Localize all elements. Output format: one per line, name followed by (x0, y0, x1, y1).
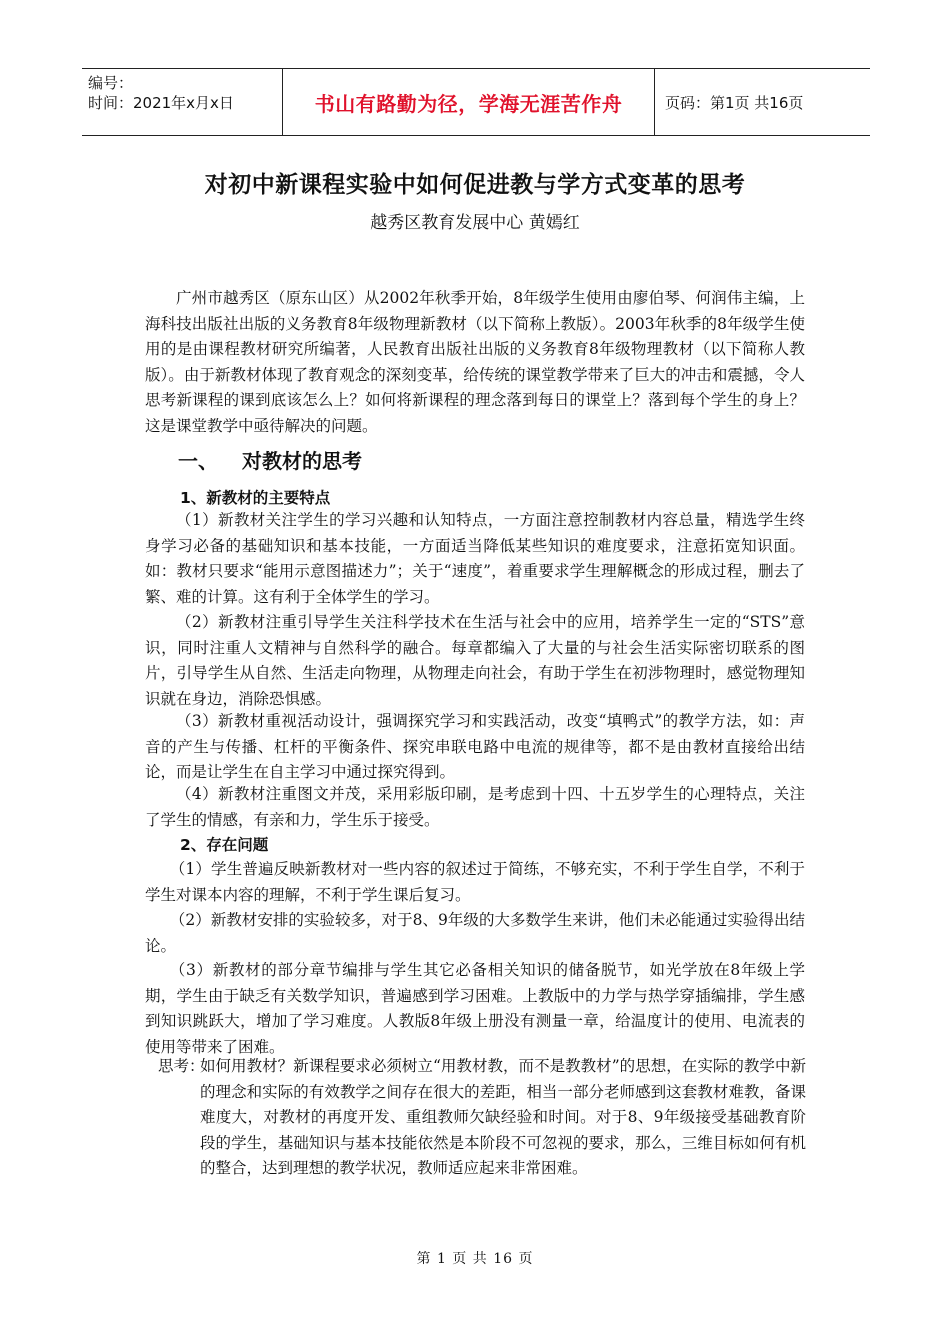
subsection-heading-1: 1、新教材的主要特点 (180, 489, 331, 507)
author-line: 越秀区教育发展中心 黄嫣红 (370, 213, 580, 233)
time-label: 时间：2021年x月x日 (88, 94, 234, 112)
motto: 书山有路勤为径，学海无涯苦作舟 (314, 91, 623, 116)
page-info: 页码：第1页 共16页 (665, 93, 804, 112)
feature-paragraph-2: （2）新教材注重引导学生关注科学技术在生活与社会中的应用，培养学生一定的“STS”意识，同时注重人文精神与自然科学的融合。每章都编入了大量的与社会生活实际密切联系的图片，引导学生从自然、生活走向物理，从物理走向社会，有助于学生在初涉物理时，感觉物理知识就在身边，消除恐惧感。 (145, 613, 805, 708)
header-meta-cell (82, 69, 282, 135)
section-number: 一、 (178, 449, 218, 473)
section-title: 对教材的思考 (242, 449, 362, 473)
issue-paragraph-1: （1）学生普遍反映新教材对一些内容的叙述过于简练，不够充实，不利于学生自学，不利于学生对课本内容的理解，不利于学生课后复习。 (145, 860, 805, 904)
document-title: 对初中新课程实验中如何促进教与学方式变革的思考 (204, 172, 746, 198)
issue-paragraph-2: （2）新教材安排的实验较多，对于8、9年级的大多数学生来讲，他们未必能通过实验得出结论。 (145, 911, 805, 955)
header-motto-cell (282, 69, 655, 135)
issue-paragraph-3: （3）新教材的部分章节编排与学生其它必备相关知识的储备脱节，如光学放在8年级上学期，学生由于缺乏有关数学知识，普遍感到学习困难。上教版中的力学与热学穿插编排，学生感到知识跳跃大，增加了学习难度。人教版8年级上册没有测量一章，给温度计的使用、电流表的使用等带来了困难。 (145, 961, 805, 1056)
thinking-paragraph: 如何用教材？新课程要求必须树立“用教材教，而不是教教材”的思想，在实际的教学中新的理念和实际的有效教学之间存在很大的差距，相当一部分老师感到这套教材难教，备课难度大，对教材的再度开发、重组教师欠缺经验和时间。对于8、9年级接受基础教育阶段的学生，基础知识与基本技能依然是本阶段不可忽视的要求，那么，三维目标如何有机的整合，达到理想的教学状况，教师适应起来非常困难。 (200, 1057, 806, 1178)
feature-paragraph-4: （4）新教材注重图文并茂，采用彩版印刷，是考虑到十四、十五岁学生的心理特点，关注了学生的情感，有亲和力，学生乐于接受。 (145, 785, 805, 829)
section-heading (178, 445, 362, 474)
subsection-heading-2: 2、存在问题 (180, 836, 269, 854)
intro-paragraph: 广州市越秀区（原东山区）从2002年秋季开始，8年级学生使用由廖伯琴、何润伟主编，上海科技出版社出版的义务教育8年级物理新教材（以下简称上教版）。2003年秋季的8年级学生使用的是由课程教材研究所编著，人民教育出版社出版的义务教育8年级物理教材（以下简称人教版）。由于新教材体现了教育观念的深刻变革，给传统的课堂教学带来了巨大的冲击和震撼，令人思考新课程的课到底该怎么上？如何将新课程的理念落到每日的课堂上？落到每个学生的身上？这是课堂教学中亟待解决的问题。 (145, 289, 805, 435)
page-footer: 第 1 页 共 16 页 (416, 1251, 534, 1267)
feature-paragraph-1: （1）新教材关注学生的学习兴趣和认知特点，一方面注意控制教材内容总量，精选学生终身学习必备的基础知识和基本技能，一方面适当降低某些知识的难度要求，注意拓宽知识面。如：教材只要求“能用示意图描述力”；关于“速度”，着重要求学生理解概念的形成过程，删去了繁、难的计算。这有利于全体学生的学习。 (145, 511, 805, 606)
feature-paragraph-3: （3）新教材重视活动设计，强调探究学习和实践活动，改变“填鸭式”的教学方法，如：声音的产生与传播、杠杆的平衡条件、探究串联电路中电流的规律等，都不是由教材直接给出结论，而是让学生在自主学习中通过探究得到。 (145, 712, 805, 782)
header-table (82, 68, 870, 136)
number-label: 编号： (88, 74, 134, 92)
header-page-cell (655, 69, 870, 135)
thinking-label: 思考： (158, 1057, 205, 1075)
